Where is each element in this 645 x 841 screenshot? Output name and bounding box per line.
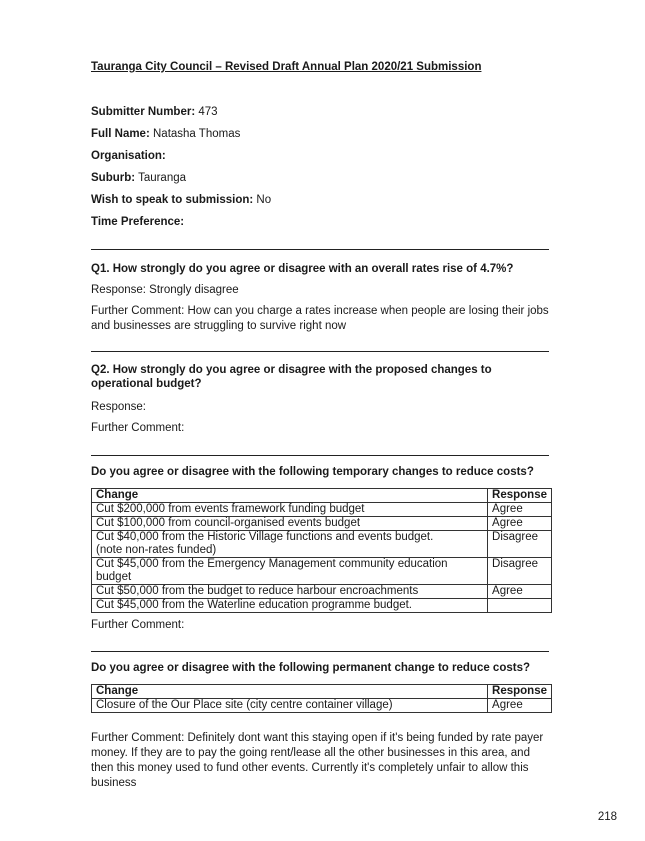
change-cell: Cut $45,000 from the Emergency Management community education budget (92, 558, 488, 585)
table-header-row (92, 685, 552, 699)
q2-comment: Further Comment: (91, 422, 185, 434)
field-value: 473 (195, 106, 218, 118)
change-cell: Cut $50,000 from the budget to reduce harbour encroachments (92, 585, 488, 599)
response-cell: Agree (488, 699, 552, 713)
page-number: 218 (597, 811, 617, 823)
q2-question: Q2. How strongly do you agree or disagree with the proposed changes to operational budget? (91, 364, 492, 390)
response-cell: Disagree (488, 558, 552, 585)
temporary-changes-table (91, 488, 552, 613)
table-row (92, 585, 552, 599)
response-cell: Agree (488, 517, 552, 531)
field-value: No (253, 194, 272, 206)
q1-comment: Further Comment: How can you charge a rates increase when people are losing their jobs and businesses are struggling to survive right now (91, 305, 549, 332)
permanent-question: Do you agree or disagree with the following permanent change to reduce costs? (91, 662, 530, 674)
table-header-row (92, 489, 552, 503)
field-label: Submitter Number: (91, 106, 196, 118)
field-wish-to-speak (91, 194, 271, 206)
divider (91, 351, 549, 352)
field-label: Suburb: (91, 172, 136, 184)
q2-response: Response: (91, 401, 146, 413)
field-value: Tauranga (135, 172, 187, 184)
permanent-change-table (91, 684, 552, 713)
change-cell: Cut $100,000 from council-organised events budget (92, 517, 488, 531)
temporary-question: Do you agree or disagree with the following temporary changes to reduce costs? (91, 466, 534, 478)
divider (91, 651, 549, 652)
change-cell: Cut $200,000 from events framework funding budget (92, 503, 488, 517)
change-cell: Cut $40,000 from the Historic Village functions and events budget. (note non-rates funded) (92, 531, 488, 558)
field-value: Natasha Thomas (149, 128, 241, 140)
table-row (92, 503, 552, 517)
header-change: Change (92, 489, 488, 503)
permanent-comment: Further Comment: Definitely dont want this staying open if it's being funded by rate payer money. If they are to pay the going rent/lease all the other businesses in this area, and then this money used to fund other events. Currently it's completely unfair to allow this business (91, 732, 544, 789)
field-suburb (91, 172, 186, 184)
table-row (92, 599, 552, 613)
temporary-comment: Further Comment: (91, 619, 185, 631)
field-full-name (91, 128, 240, 140)
response-cell: Disagree (488, 531, 552, 558)
field-label: Wish to speak to submission: (91, 194, 254, 206)
q1-response: Response: Strongly disagree (91, 284, 239, 296)
header-change: Change (92, 685, 488, 699)
divider (91, 249, 549, 250)
field-label: Organisation: (91, 150, 166, 162)
field-time-preference (91, 216, 184, 228)
table-row (92, 558, 552, 585)
divider (91, 455, 549, 456)
response-cell: Agree (488, 585, 552, 599)
table-row (92, 517, 552, 531)
header-response: Response (488, 685, 552, 699)
header-response: Response (488, 489, 552, 503)
response-cell: Agree (488, 503, 552, 517)
field-label: Time Preference: (91, 216, 185, 228)
field-organisation (91, 150, 166, 162)
field-submitter-number (91, 106, 218, 118)
change-cell: Closure of the Our Place site (city centre container village) (92, 699, 488, 713)
field-label: Full Name: (91, 128, 150, 140)
response-cell (488, 599, 552, 613)
table-row (92, 699, 552, 713)
q1-question: Q1. How strongly do you agree or disagree with an overall rates rise of 4.7%? (91, 263, 514, 275)
change-cell: Cut $45,000 from the Waterline education programme budget. (92, 599, 488, 613)
table-row (92, 531, 552, 558)
document-title: Tauranga City Council – Revised Draft Annual Plan 2020/21 Submission (91, 61, 482, 73)
